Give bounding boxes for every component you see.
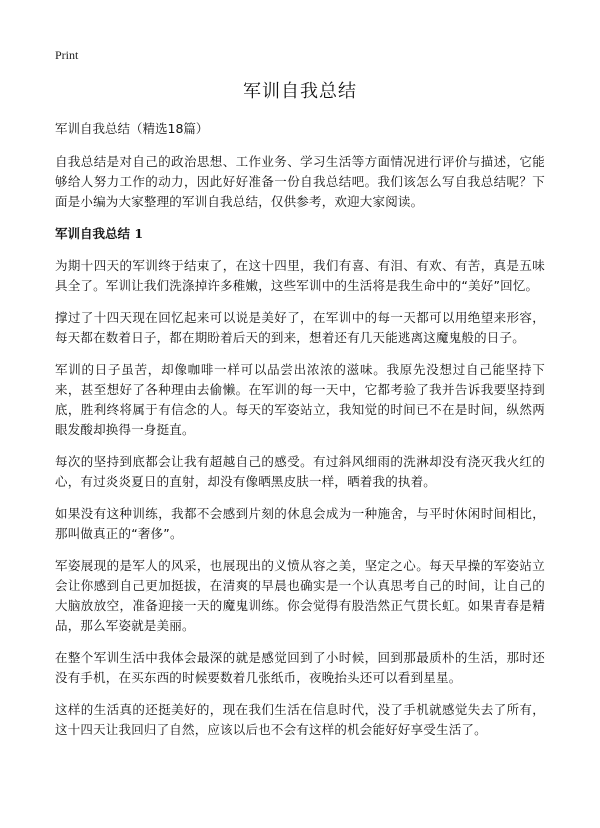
page-title: 军训自我总结 — [243, 81, 357, 102]
print-link[interactable]: Print — [55, 48, 79, 62]
section-heading: 军训自我总结 1 — [55, 226, 144, 241]
body-paragraph: 军姿展现的是军人的风采，也展现出的义愤从容之美，坚定之心。每天早操的军姿站立会让你感到自己更加挺拔，在清爽的早晨也确实是一个认真思考自己的时间，让自己的大脑放放空，准备迎接一天的魔鬼训练。你会觉得有股浩然正气贯长虹。如果青春是精品，那么军姿就是美丽。 — [55, 558, 545, 633]
body-paragraph: 在整个军训生活中我体会最深的就是感觉回到了小时候，回到那最质朴的生活，那时还没有手机，在买东西的时候要数着几张纸币，夜晚抬头还可以看到星星。 — [55, 650, 545, 685]
body-paragraph: 为期十四天的军训终于结束了，在这十四里，我们有喜、有泪、有欢、有苦，真是五味具全了。军训让我们洗涤掉许多稚嫩，这些军训中的生活将是我生命中的“美好”回忆。 — [55, 258, 545, 293]
body-paragraph: 军训的日子虽苦，却像咖啡一样可以品尝出浓浓的滋味。我原先没想过自己能坚持下来，甚至想好了各种理由去偷懒。在军训的每一天中，它都考验了我并告诉我要坚持到底，胜利终将属于有信念的人。每天的军姿站立，我知觉的时间已不在是时间，纵然两眼发酸却换得一身挺直。 — [55, 362, 545, 437]
document-subtitle: 军训自我总结（精选18篇） — [55, 121, 209, 136]
body-paragraph: 撑过了十四天现在回忆起来可以说是美好了，在军训中的每一天都可以用绝望来形容，每天都在数着日子，都在期盼着后天的到来，想着还有几天能逃离这魔鬼般的日子。 — [55, 310, 545, 345]
body-paragraph: 如果没有这种训练，我都不会感到片刻的休息会成为一种施舍，与平时休闲时间相比，那叫做真正的“奢侈”。 — [55, 506, 545, 541]
intro-paragraph: 自我总结是对自己的政治思想、工作业务、学习生活等方面情况进行评价与描述，它能够给人努力工作的动力，因此好好准备一份自我总结吧。我们该怎么写自我总结呢？下面是小编为大家整理的军训自我总结，仅供参考，欢迎大家阅读。 — [55, 154, 545, 209]
body-paragraph: 这样的生活真的还挺美好的，现在我们生活在信息时代，没了手机就感觉失去了所有，这十四天让我回归了自然，应该以后也不会有这样的机会能好好享受生活了。 — [55, 702, 545, 737]
body-paragraph: 每次的坚持到底都会让我有超越自己的感受。有过斜风细雨的洗淋却没有浇灭我火红的心，有过炎炎夏日的直射，却没有像晒黑皮肤一样，晒着我的执着。 — [55, 454, 545, 489]
